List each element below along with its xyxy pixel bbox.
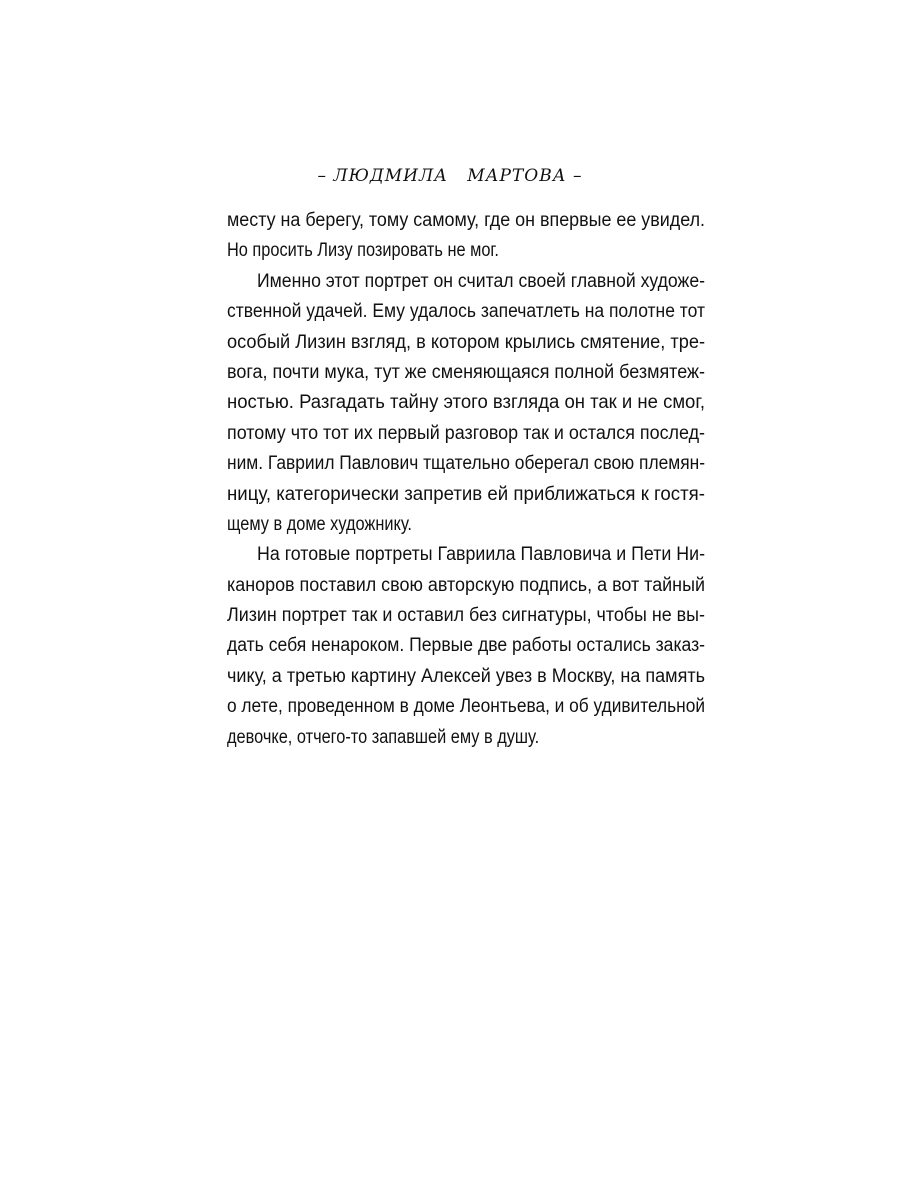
text-line: Но просить Лизу позировать не мог. (227, 240, 499, 262)
text-line: ним. Гавриил Павлович тщательно оберегал свою племян- (227, 453, 705, 475)
text-line: особый Лизин взгляд, в котором крылись смятение, тре- (227, 331, 705, 353)
text-line: ностью. Разгадать тайну этого взгляда он так и не смог, (227, 392, 705, 414)
text-line: каноров поставил свою авторскую подпись, а вот тайный (227, 574, 705, 596)
text-line: о лете, проведенном в доме Леонтьева, и об удивительной (227, 696, 705, 718)
running-header: – ЛЮДМИЛА МАРТОВА – (317, 166, 583, 186)
text-line: месту на берегу, тому самому, где он впервые ее увидел. (227, 210, 705, 231)
text-line: ственной удачей. Ему удалось запечатлеть на полотне тот (227, 301, 705, 323)
text-line: дать себя ненароком. Первые две работы остались заказ- (227, 635, 705, 657)
text-line: На готовые портреты Гавриила Павловича и Пети Ни- (257, 544, 705, 566)
body-text (227, 206, 705, 753)
text-line: щему в доме художнику. (227, 513, 412, 535)
text-line: вога, почти мука, тут же сменяющаяся полной безмятеж- (227, 361, 705, 383)
text-line: Именно этот портрет он считал своей главной художе- (257, 270, 705, 292)
text-line: потому что тот их первый разговор так и остался послед- (227, 422, 705, 444)
text-line: чику, а третью картину Алексей увез в Москву, на память (227, 665, 705, 687)
text-line: ницу, категорически запретив ей приближаться к гостя- (227, 483, 705, 505)
text-line: Лизин портрет так и оставил без сигнатуры, чтобы не вы- (227, 605, 705, 627)
text-line: девочке, отчего-то запавшей ему в душу. (227, 726, 540, 748)
